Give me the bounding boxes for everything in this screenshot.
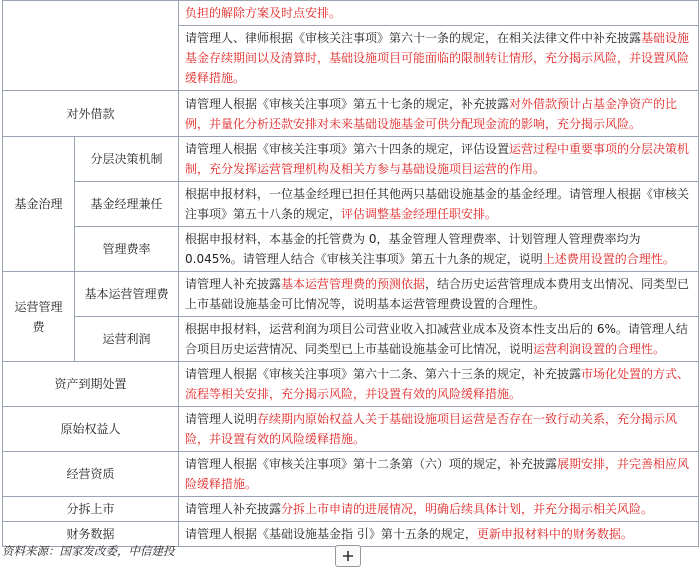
description-cell	[179, 317, 699, 362]
category-cell: 分拆上市	[3, 497, 179, 522]
highlighted-text: 更新申报材料中的财务数据。	[476, 527, 633, 541]
table-row	[3, 137, 699, 182]
highlighted-text: 运营过程中重要事项的分层决策机制，充分发挥运营管理机构及相关方参与基础设施项目运营的作用。	[185, 142, 690, 176]
highlighted-text: 对外借款预计占基金净资产的比例，并量化分析还款安排对未来基础设施基金可供分配现金流的影响，充分揭示风险。	[185, 96, 678, 131]
description-text: 请管理人根据《审核关注事项》第十二条第（六）项的规定，补充披露	[185, 457, 558, 471]
table-row	[3, 272, 699, 317]
description-cell	[179, 452, 699, 497]
category-cell: 运营管理费	[3, 272, 75, 362]
description-text: 请管理人、律师根据《审核关注事项》第六十一条的规定，在相关法律文件中补充披露	[185, 31, 642, 45]
description-text: 请管理人根据《审核关注事项》第六十二条、第六十三条的规定，补充披露	[185, 367, 582, 381]
description-text: 根据申报材料，一位基金经理已担任其他两只基础设施基金的基金经理。请管理人根据《审核关注事项》第五十八条的规定，	[185, 187, 690, 221]
description-cell	[179, 497, 699, 522]
subcategory-cell: 运营利润	[75, 317, 179, 362]
highlighted-text: 市场化处置的方式、流程等相关安排，充分揭示风险，并设置有效的风险缓释措施。	[185, 367, 690, 401]
table-row	[3, 362, 699, 407]
subcategory-cell: 基本运营管理费	[75, 272, 179, 317]
category-cell	[3, 1, 179, 91]
description-text: 根据申报材料，运营利润为项目公司营业收入扣减营业成本及资本性支出后的 6%。请管理人结合项目历史运营情况、同类型已上市基础设施基金可比情况，说明	[185, 322, 688, 356]
description-cell	[179, 272, 699, 317]
table-row	[3, 317, 699, 362]
description-cell	[179, 91, 699, 137]
description-text: 请管理人根据《基础设施基金指 引》第十五条的规定，	[185, 527, 477, 541]
description-cell	[179, 227, 699, 272]
subcategory-cell: 基金经理兼任	[75, 182, 179, 227]
table-row	[3, 182, 699, 227]
source-note: 资料来源：国家发改委，中信建投	[2, 544, 175, 558]
plus-icon	[342, 550, 354, 562]
description-text: 请管理人根据《审核关注事项》第六十四条的规定，评估设置	[185, 142, 510, 156]
description-cell	[179, 182, 699, 227]
subcategory-cell: 分层决策机制	[75, 137, 179, 182]
highlighted-text: 负担的解除方案及时点安排。	[185, 6, 342, 20]
highlighted-text: 分拆上市申请的进展情况，明确后续具体计划，并充分揭示相关风险。	[281, 502, 654, 516]
description-text: 请管理人补充披露	[185, 277, 282, 291]
review-feedback-table	[2, 0, 699, 547]
highlighted-text: 评估调整基金经理任职安排。	[341, 207, 498, 221]
highlighted-text: 存续期内原始权益人关于基础设施项目运营是否存在一致行动关系，充分揭示风险，并设置有效的风险缓释措施。	[185, 412, 678, 446]
description-text: ，结合历史运营管理成本费用支出情况、同类型已上市基础设施基金可比情况等，说明基本运营管理费设置的合理性。	[185, 277, 690, 311]
table-row	[3, 91, 699, 137]
highlighted-text: 展期安排，并完善相应风险缓释措施。	[185, 457, 690, 491]
category-cell: 财务数据	[3, 522, 179, 547]
description-cell	[179, 407, 699, 452]
highlighted-text: 基础设施基金存续期间以及清算时，基础设施项目可能面临的限制转让情形，充分揭示风险，并设置风险缓释措施。	[185, 31, 690, 85]
table-row	[3, 497, 699, 522]
table-row	[3, 452, 699, 497]
category-cell: 经营资质	[3, 452, 179, 497]
highlighted-text: 基本运营管理费的预测依据	[281, 277, 426, 291]
table-row	[3, 1, 699, 26]
description-text: 请管理人补充披露	[185, 502, 282, 516]
description-cell	[179, 137, 699, 182]
highlighted-text: 运营利润设置的合理性。	[533, 342, 666, 356]
description-cell	[179, 362, 699, 407]
highlighted-text: 上述费用设置的合理性。	[542, 252, 675, 266]
description-text: 请管理人说明	[185, 412, 258, 426]
category-cell: 基金治理	[3, 137, 75, 272]
subcategory-cell: 管理费率	[75, 227, 179, 272]
description-text: 根据申报材料，本基金的托管费为 0，基金管理人管理费率、计划管理人管理费率均为 0.045%。请管理人结合《审核关注事项》第五十九条的规定，说明	[185, 232, 641, 266]
description-cell	[179, 1, 699, 26]
table-row	[3, 407, 699, 452]
category-cell: 对外借款	[3, 91, 179, 137]
category-cell: 原始权益人	[3, 407, 179, 452]
expand-button[interactable]	[335, 545, 361, 567]
description-cell	[179, 26, 699, 91]
category-cell: 资产到期处置	[3, 362, 179, 407]
table-row	[3, 227, 699, 272]
description-text: 请管理人根据《审核关注事项》第五十七条的规定，补充披露	[185, 96, 510, 111]
description-cell	[179, 522, 699, 547]
